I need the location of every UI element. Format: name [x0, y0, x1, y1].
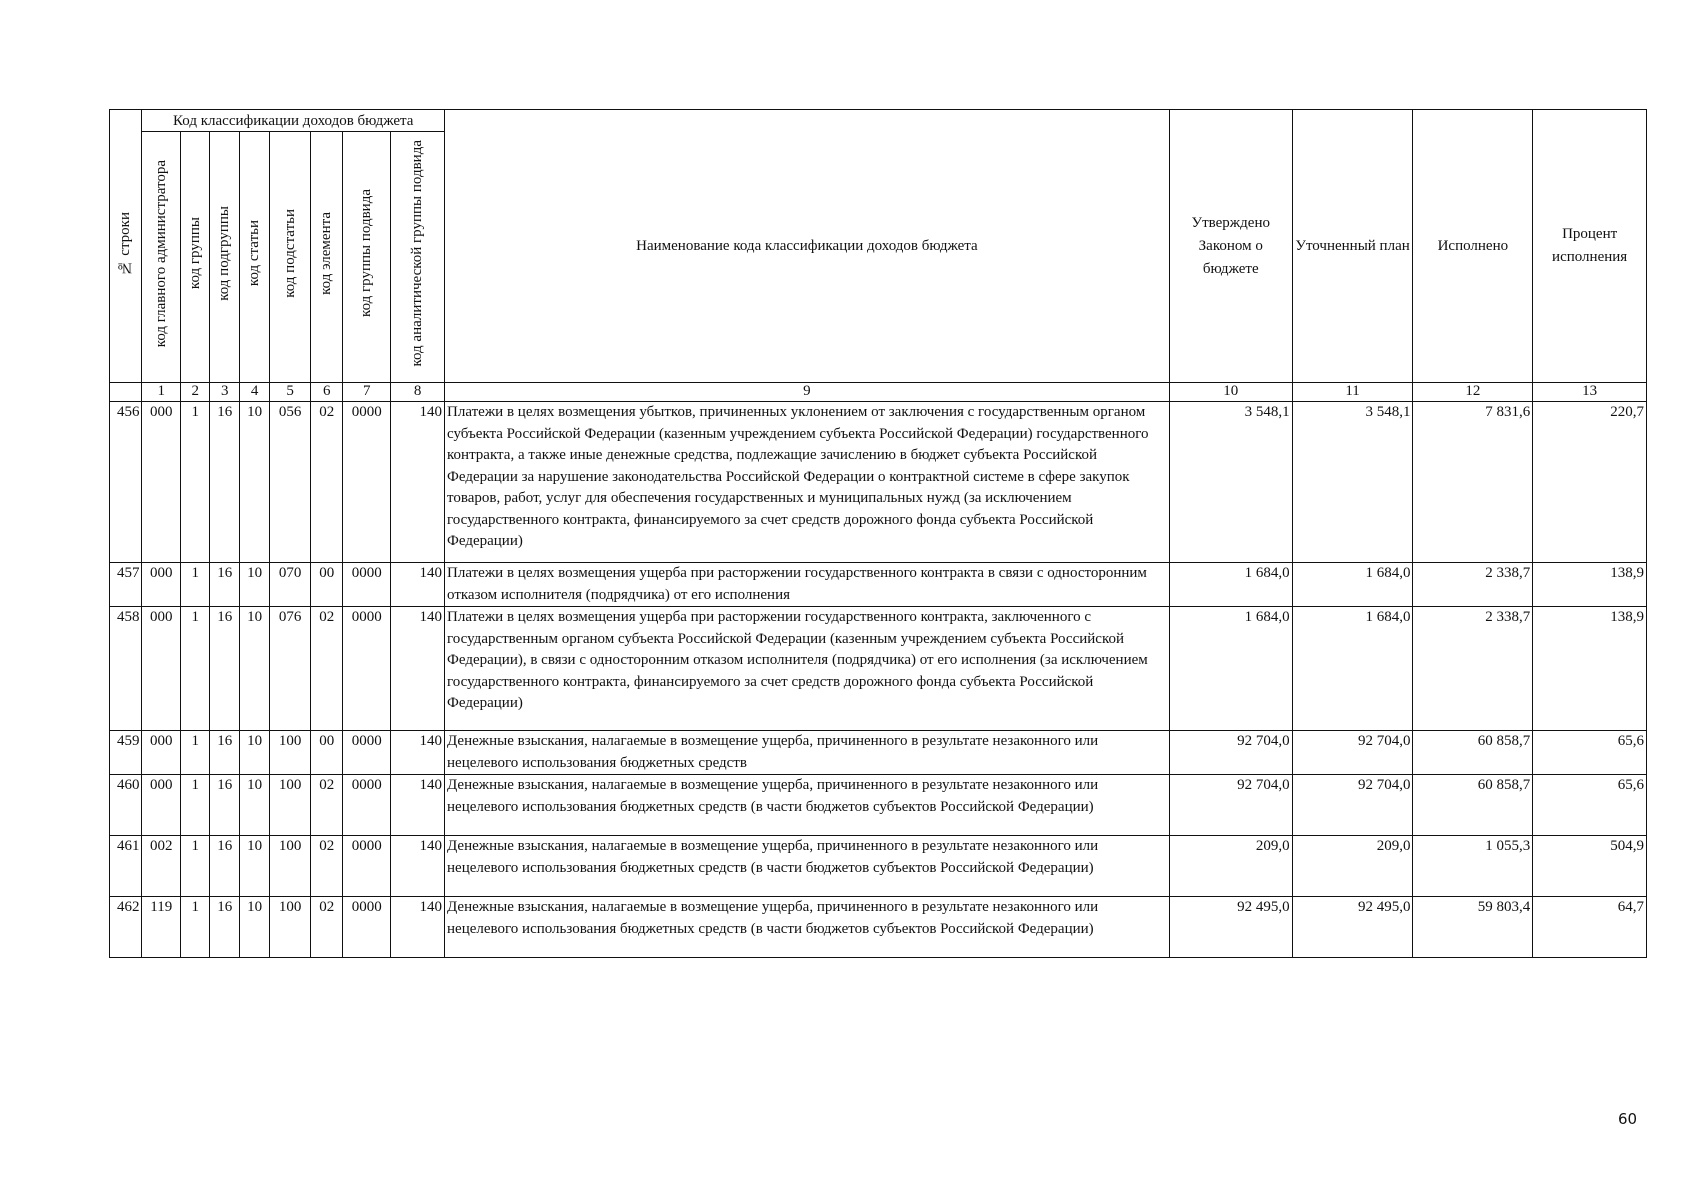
header-analytic-group-code: код аналитической группы подвида: [391, 132, 445, 383]
cell-subtype-group-code: 0000: [343, 402, 391, 563]
column-number: 1: [142, 383, 181, 402]
header-subtype-group-code: код группы подвида: [343, 132, 391, 383]
cell-approved: 92 704,0: [1169, 775, 1292, 836]
cell-row-number: 458: [110, 607, 142, 731]
cell-group-code: 1: [181, 897, 210, 958]
cell-executed: 1 055,3: [1413, 836, 1533, 897]
cell-article-code: 10: [239, 563, 269, 607]
header-name: Наименование кода классификации доходов бюджета: [445, 110, 1170, 383]
cell-row-number: 460: [110, 775, 142, 836]
header-article-code: код статьи: [239, 132, 269, 383]
cell-row-number: 457: [110, 563, 142, 607]
cell-analytic-group-code: 140: [391, 607, 445, 731]
cell-approved: 92 495,0: [1169, 897, 1292, 958]
cell-subgroup-code: 16: [210, 563, 239, 607]
table-row: [110, 402, 1647, 563]
cell-article-code: 10: [239, 775, 269, 836]
cell-approved: 3 548,1: [1169, 402, 1292, 563]
column-number: 5: [270, 383, 311, 402]
cell-group-code: 1: [181, 836, 210, 897]
cell-percent: 65,6: [1533, 775, 1647, 836]
cell-subarticle-code: 056: [270, 402, 311, 563]
cell-subgroup-code: 16: [210, 836, 239, 897]
cell-subgroup-code: 16: [210, 775, 239, 836]
cell-element-code: 02: [310, 897, 342, 958]
header-subarticle-code: код подстатьи: [270, 132, 311, 383]
column-number: 8: [391, 383, 445, 402]
table-row: [110, 563, 1647, 607]
cell-name: Денежные взыскания, налагаемые в возмещение ущерба, причиненного в результате незаконного или нецелевого использования бюджетных средств: [445, 731, 1170, 775]
cell-approved: 1 684,0: [1169, 607, 1292, 731]
cell-element-code: 02: [310, 402, 342, 563]
column-number: 13: [1533, 383, 1647, 402]
cell-percent: 220,7: [1533, 402, 1647, 563]
cell-row-number: 456: [110, 402, 142, 563]
cell-group-code: 1: [181, 563, 210, 607]
cell-percent: 65,6: [1533, 731, 1647, 775]
table-row: [110, 731, 1647, 775]
header-row-number: № строки: [110, 110, 142, 383]
cell-admin-code: 000: [142, 402, 181, 563]
cell-analytic-group-code: 140: [391, 897, 445, 958]
cell-analytic-group-code: 140: [391, 402, 445, 563]
cell-subtype-group-code: 0000: [343, 607, 391, 731]
cell-article-code: 10: [239, 402, 269, 563]
cell-executed: 2 338,7: [1413, 607, 1533, 731]
table-row: [110, 897, 1647, 958]
cell-approved: 92 704,0: [1169, 731, 1292, 775]
cell-group-code: 1: [181, 731, 210, 775]
cell-analytic-group-code: 140: [391, 563, 445, 607]
cell-subarticle-code: 100: [270, 836, 311, 897]
column-number-row: [110, 383, 1647, 402]
column-number: 7: [343, 383, 391, 402]
cell-name: Денежные взыскания, налагаемые в возмещение ущерба, причиненного в результате незаконного или нецелевого использования бюджетных средств (в части бюджетов субъектов Российской Федерации): [445, 775, 1170, 836]
cell-element-code: 02: [310, 607, 342, 731]
header-approved: Утверждено Законом о бюджете: [1169, 110, 1292, 383]
cell-name: Денежные взыскания, налагаемые в возмещение ущерба, причиненного в результате незаконного или нецелевого использования бюджетных средств (в части бюджетов субъектов Российской Федерации): [445, 836, 1170, 897]
table-row: [110, 775, 1647, 836]
cell-name: Платежи в целях возмещения ущерба при расторжении государственного контракта в связи с односторонним отказом исполнителя (подрядчика) от его исполнения: [445, 563, 1170, 607]
cell-name: Платежи в целях возмещения ущерба при расторжении государственного контракта, заключенного с государственным органом субъекта Российской Федерации (казенным учреждением субъекта Российской Федерации), в связи с односторонним отказом исполнителя (подрядчика) от его исполнения (за исключением государственного контракта, финансируемого за счет средств дорожного фонда субъекта Российской Федерации): [445, 607, 1170, 731]
cell-refined-plan: 209,0: [1292, 836, 1413, 897]
column-number: 2: [181, 383, 210, 402]
cell-element-code: 02: [310, 836, 342, 897]
cell-element-code: 00: [310, 731, 342, 775]
cell-analytic-group-code: 140: [391, 731, 445, 775]
cell-refined-plan: 1 684,0: [1292, 607, 1413, 731]
cell-article-code: 10: [239, 607, 269, 731]
column-number: 4: [239, 383, 269, 402]
cell-analytic-group-code: 140: [391, 775, 445, 836]
cell-subarticle-code: 100: [270, 731, 311, 775]
cell-approved: 1 684,0: [1169, 563, 1292, 607]
cell-subtype-group-code: 0000: [343, 897, 391, 958]
cell-subtype-group-code: 0000: [343, 731, 391, 775]
cell-row-number: 462: [110, 897, 142, 958]
cell-subarticle-code: 100: [270, 897, 311, 958]
cell-article-code: 10: [239, 836, 269, 897]
column-number: 12: [1413, 383, 1533, 402]
cell-executed: 59 803,4: [1413, 897, 1533, 958]
cell-subtype-group-code: 0000: [343, 836, 391, 897]
cell-group-code: 1: [181, 607, 210, 731]
cell-percent: 504,9: [1533, 836, 1647, 897]
cell-percent: 138,9: [1533, 607, 1647, 731]
cell-article-code: 10: [239, 731, 269, 775]
cell-executed: 60 858,7: [1413, 731, 1533, 775]
cell-name: Денежные взыскания, налагаемые в возмещение ущерба, причиненного в результате незаконного или нецелевого использования бюджетных средств (в части бюджетов субъектов Российской Федерации): [445, 897, 1170, 958]
cell-subarticle-code: 076: [270, 607, 311, 731]
column-number: 6: [310, 383, 342, 402]
cell-refined-plan: 92 704,0: [1292, 775, 1413, 836]
column-number: 3: [210, 383, 239, 402]
column-number: 11: [1292, 383, 1413, 402]
cell-subarticle-code: 100: [270, 775, 311, 836]
cell-element-code: 00: [310, 563, 342, 607]
header-group-code: код группы: [181, 132, 210, 383]
cell-subgroup-code: 16: [210, 607, 239, 731]
cell-executed: 60 858,7: [1413, 775, 1533, 836]
cell-refined-plan: 1 684,0: [1292, 563, 1413, 607]
cell-admin-code: 119: [142, 897, 181, 958]
column-number-blank: [110, 383, 142, 402]
cell-subarticle-code: 070: [270, 563, 311, 607]
column-number: 10: [1169, 383, 1292, 402]
cell-name: Платежи в целях возмещения убытков, причиненных уклонением от заключения с государственным органом субъекта Российской Федерации (казенным учреждением субъекта Российской Федерации) государственного контракта, а также иные денежные средства, подлежащие зачислению в бюджет субъекта Российской Федерации за нарушение законодательства Российской Федерации о контрактной системе в сфере закупок товаров, работ, услуг для обеспечения государственных и муниципальных нужд (за исключением государственного контракта, финансируемого за счет средств дорожного фонда субъекта Российской Федерации): [445, 402, 1170, 563]
cell-percent: 138,9: [1533, 563, 1647, 607]
cell-refined-plan: 92 704,0: [1292, 731, 1413, 775]
cell-admin-code: 000: [142, 775, 181, 836]
cell-executed: 7 831,6: [1413, 402, 1533, 563]
header-element-code: код элемента: [310, 132, 342, 383]
cell-admin-code: 000: [142, 563, 181, 607]
table-row: [110, 607, 1647, 731]
cell-admin-code: 002: [142, 836, 181, 897]
cell-group-code: 1: [181, 775, 210, 836]
cell-analytic-group-code: 140: [391, 836, 445, 897]
header-classification-code-group: Код классификации доходов бюджета: [142, 110, 445, 132]
cell-element-code: 02: [310, 775, 342, 836]
header-refined-plan: Уточненный план: [1292, 110, 1413, 383]
cell-admin-code: 000: [142, 731, 181, 775]
cell-percent: 64,7: [1533, 897, 1647, 958]
cell-executed: 2 338,7: [1413, 563, 1533, 607]
cell-article-code: 10: [239, 897, 269, 958]
page-number: 60: [1618, 1110, 1638, 1128]
cell-group-code: 1: [181, 402, 210, 563]
cell-row-number: 461: [110, 836, 142, 897]
column-number: 9: [445, 383, 1170, 402]
budget-revenue-table: [109, 109, 1647, 958]
header-percent: Процент исполнения: [1533, 110, 1647, 383]
header-executed: Исполнено: [1413, 110, 1533, 383]
header-subgroup-code: код подгруппы: [210, 132, 239, 383]
cell-approved: 209,0: [1169, 836, 1292, 897]
cell-subtype-group-code: 0000: [343, 563, 391, 607]
cell-refined-plan: 3 548,1: [1292, 402, 1413, 563]
cell-subgroup-code: 16: [210, 897, 239, 958]
cell-row-number: 459: [110, 731, 142, 775]
cell-subgroup-code: 16: [210, 731, 239, 775]
cell-subgroup-code: 16: [210, 402, 239, 563]
header-admin-code: код главного администратора: [142, 132, 181, 383]
cell-subtype-group-code: 0000: [343, 775, 391, 836]
table-row: [110, 836, 1647, 897]
cell-admin-code: 000: [142, 607, 181, 731]
cell-refined-plan: 92 495,0: [1292, 897, 1413, 958]
